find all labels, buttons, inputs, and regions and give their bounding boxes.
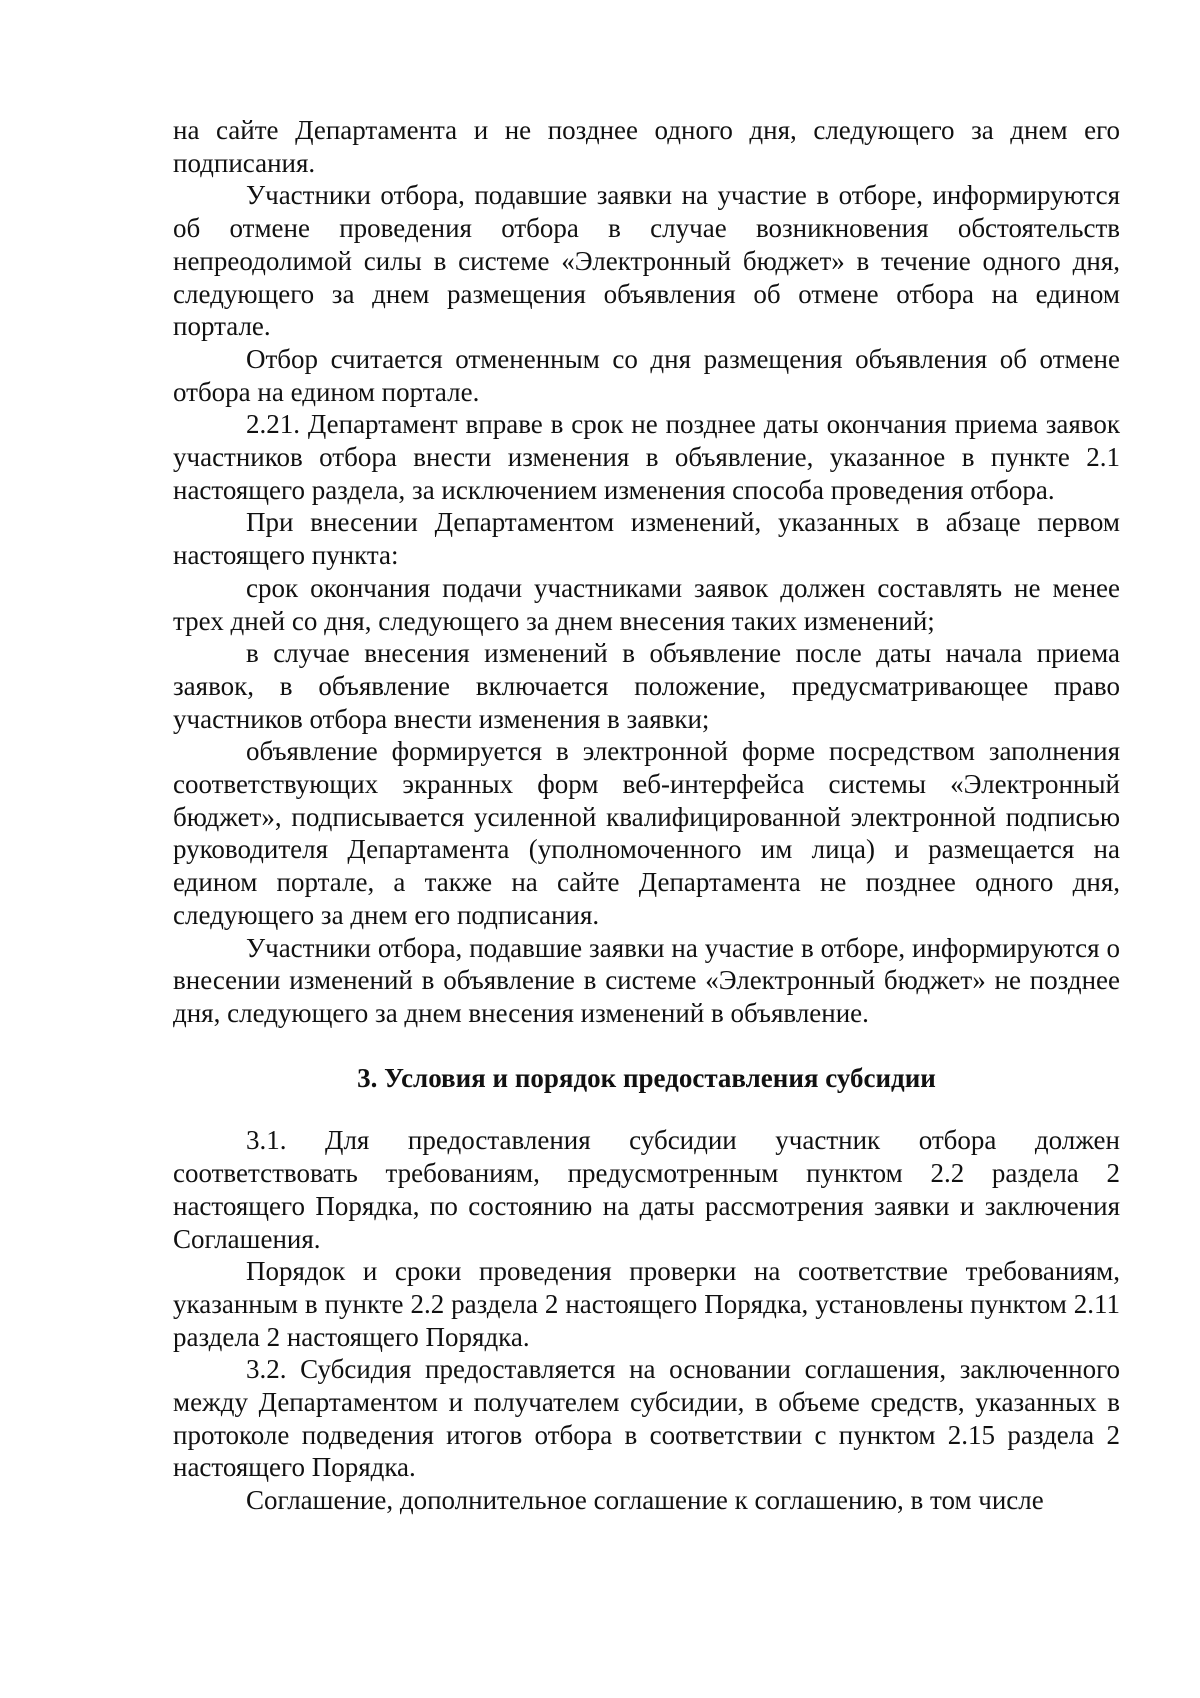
paragraph-agreement: Соглашение, дополнительное соглашение к соглашению, в том числе <box>246 1485 1044 1516</box>
paragraph-2-21: 2.21. Департамент вправе в срок не позднее даты окончания приема заявок участников отбора внести изменения в объявление, указанное в пункте 2.1 настоящего раздела, за исключением изменения способа проведения отбора. <box>173 409 1120 505</box>
paragraph-3-1: 3.1. Для предоставления субсидии участник отбора должен соответствовать требованиям, предусмотренным пунктом 2.2 раздела 2 настоящего Порядка, по состоянию на даты рассмотрения заявки и заключения Соглашения. <box>173 1125 1120 1254</box>
paragraph-deadline: срок окончания подачи участниками заявок должен составлять не менее трех дней со дня, следующего за днем внесения таких изменений; <box>173 572 1120 636</box>
paragraph-continuation: на сайте Департамента и не позднее одного дня, следующего за днем его подписания. <box>173 115 1120 178</box>
paragraph-changes-intro: При внесении Департаментом изменений, указанных в абзаце первом настоящего пункта: <box>173 507 1120 571</box>
paragraph-announcement-form: объявление формируется в электронной форме посредством заполнения соответствующих экранных форм веб-интерфейса системы «Электронный бюджет», подписывается усиленной квалифицированной электронной подписью руководителя Департамента (уполномоченного им лица) и размещается на едином портале, а также на сайте Департамента не позднее одного дня, следующего за днем его подписания. <box>173 736 1120 930</box>
paragraph-selection-cancelled: Отбор считается отмененным со дня размещения объявления об отмене отбора на едином портале. <box>173 343 1120 407</box>
paragraph-check-procedure: Порядок и сроки проведения проверки на соответствие требованиям, указанным в пункте 2.2 раздела 2 настоящего Порядка, установлены пунктом 2.11 раздела 2 настоящего Порядка. <box>173 1256 1120 1352</box>
document-page <box>173 114 1120 1517</box>
paragraph-changes-after-start: в случае внесения изменений в объявление после даты начала приема заявок, в объявление включается положение, предусматривающее право участников отбора внести изменения в заявки; <box>173 638 1120 734</box>
paragraph-participants-informed: Участники отбора, подавшие заявки на участие в отборе, информируются о внесении изменений в объявление в системе «Электронный бюджет» не позднее дня, следующего за днем внесения изменений в объявление. <box>173 932 1120 1028</box>
section-heading: 3. Условия и порядок предоставления субсидии <box>357 1062 936 1093</box>
paragraph-participants-cancel: Участники отбора, подавшие заявки на участие в отборе, информируются об отмене проведения отбора в случае возникновения обстоятельств непреодолимой силы в системе «Электронный бюджет» в течение одного дня, следующего за днем размещения объявления об отмене отбора на едином портале. <box>173 180 1120 342</box>
paragraph-3-2: 3.2. Субсидия предоставляется на основании соглашения, заключенного между Департаментом и получателем субсидии, в объеме средств, указанных в протоколе подведения итогов отбора в соответствии с пунктом 2.15 раздела 2 настоящего Порядка. <box>173 1354 1120 1483</box>
